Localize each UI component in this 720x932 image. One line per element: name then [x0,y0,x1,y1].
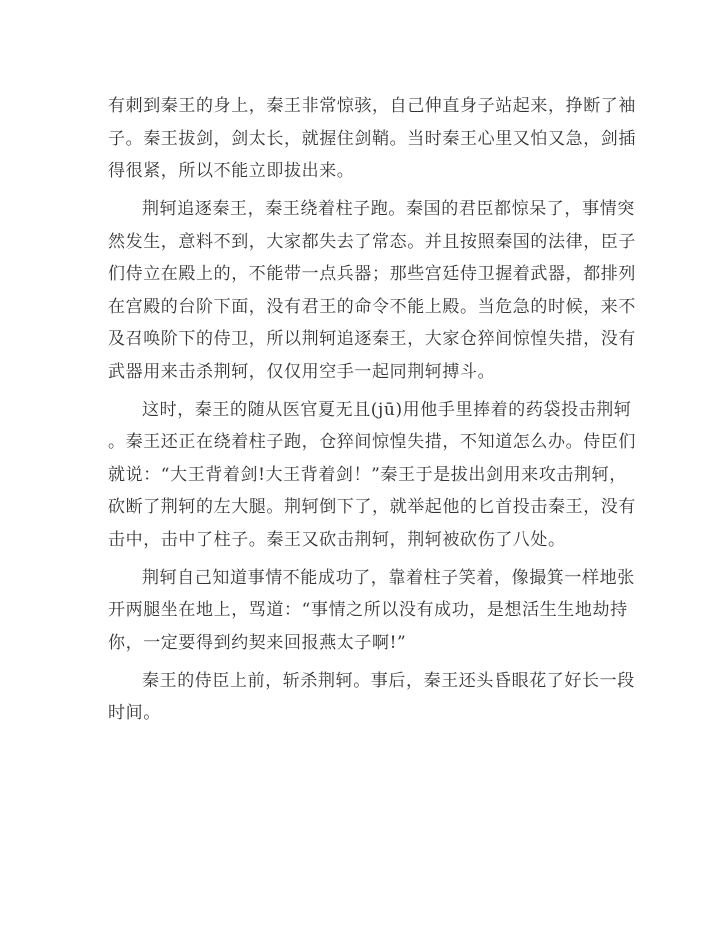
text-line: 荆轲追逐秦王，秦王绕着柱子跑。秦国的君臣都惊呆了，事情突 [142,199,635,219]
text-line: 这时，秦王的随从医官夏无且(jū)用他手里捧着的药袋投击荆轲 [142,399,632,420]
text-line: 得很紧，所以不能立即拔出来。 [108,161,355,181]
paragraph-5 [108,665,635,730]
paragraph-1 [108,90,636,188]
text-line: 你，一定要得到约契来回报燕太子啊!” [108,632,407,653]
paragraph-2 [108,193,636,388]
text-line: 击中，击中了柱子。秦王又砍击荆轲，荆轲被砍伤了八处。 [108,529,566,550]
text-line: 及召唤阶下的侍卫，所以荆轲追逐秦王，大家仓猝间惊惶失措，没有 [108,329,636,349]
paragraph-4 [108,562,635,660]
text-line: 有刺到秦王的身上，秦王非常惊骇，自己伸直身子站起来，挣断了袖 [108,96,636,116]
text-line: 们侍立在殿上的，不能带一点兵器；那些宫廷侍卫握着武器，都排列 [108,264,636,284]
text-line: 秦王的侍臣上前，斩杀荆轲。事后，秦王还头昏眼花了好长一段 [142,670,635,691]
text-line: 然发生，意料不到，大家都失去了常态。并且按照秦国的法律，臣子 [108,231,636,252]
text-line: 开两腿坐在地上，骂道：“事情之所以没有成功，是想活生生地劫持 [108,600,628,620]
text-line: 荆轲自己知道事情不能成功了，靠着柱子笑着，像撮箕一样地张 [142,567,635,588]
text-line: 子。秦王拔剑，剑太长，就握住剑鞘。当时秦王心里又怕又急，剑插 [108,128,636,149]
text-line: 在宫殿的台阶下面，没有君王的命令不能上殿。当危急的时候，来不 [108,296,636,317]
text-line: 武器用来击杀荆轲，仅仅用空手一起同荆轲搏斗。 [108,361,496,382]
text-line: 砍断了荆轲的左大腿。荆轲倒下了，就举起他的匕首投击秦王，没有 [108,497,636,517]
text-line: 就说：“大王背着剑!大王背着剑！”秦王于是拔出剑用来攻击荆轲， [108,464,627,485]
paragraph-3 [108,394,636,557]
text-line: 时间。 [108,703,161,723]
document-body [108,90,636,735]
text-line: 。秦王还正在绕着柱子跑，仓猝间惊惶失措，不知道怎么办。侍臣们 [108,432,636,452]
